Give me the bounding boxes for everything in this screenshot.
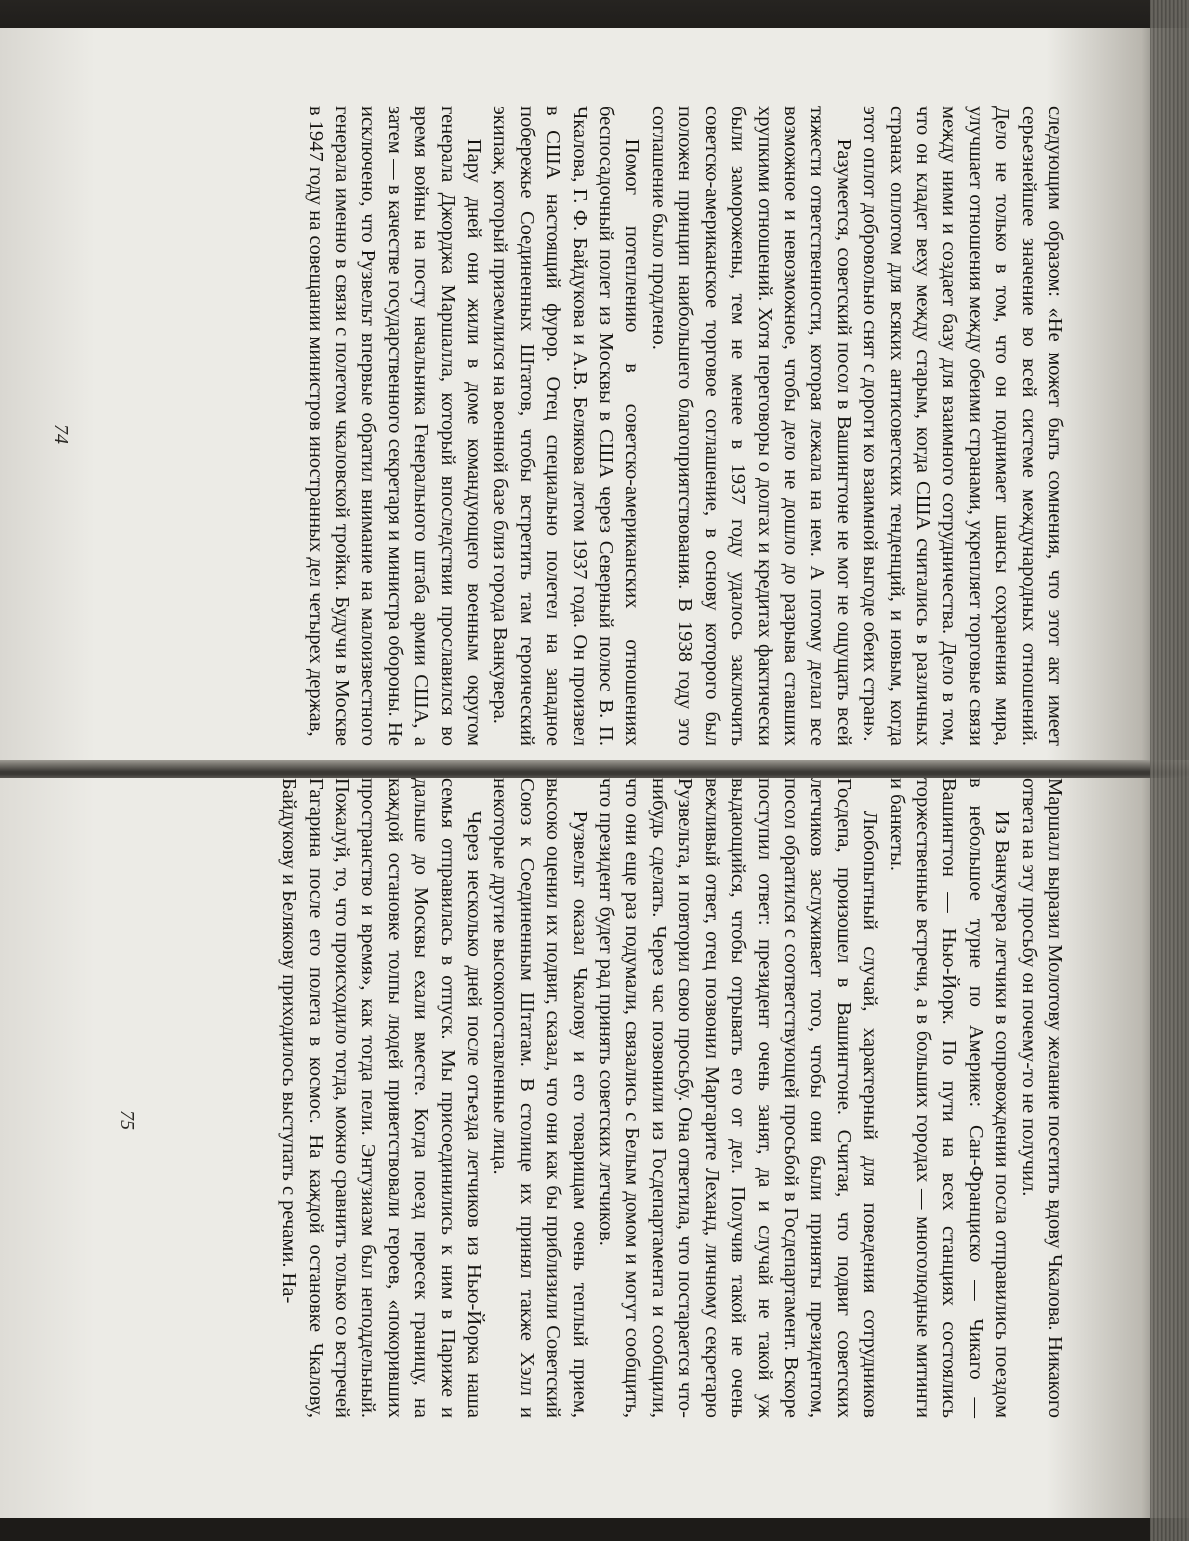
paragraph: Пару дней они жили в доме командующего военным округом генерала Джорджа Маршалла, который впоследствии прославился во время войны на посту начальника Генерального штаба армии США, а затем — в качестве государственного секретаря и министра обороны. Не исключено, что Рузвельт впервые обратил внимание на малоизвестного генерала именно в связи с полетом чкаловской тройки. Будучи в Москве в 1947 году на совещании министров иностранных дел четырех держав, [304,106,486,746]
page-number: 75 [116,1110,138,1130]
paragraph: Рузвельт оказал Чкалову и его товарищам очень теплый прием, высоко оценил их подвиг, сказал, что они как бы приблизили Советский Союз к Соединенным Штатам. В столице их принял также Хэлл и некоторые другие высокопоставленные лица. [489,778,591,1418]
paragraph: Из Ванкувера летчики в сопровождении посла отправились поездом в небольшое турне по Америке: Сан-Франциско — Чикаго — Вашингтон — Нью-Йорк. По пути на всех станциях состоялись торжественные встречи, а в больших городах — многолюдные митинги и банкеты. [885,778,1014,1418]
paragraph: Маршалл выразил Молотову желание посетить вдову Чкалова. Никакого ответа на эту просьбу он почему-то не получил. [1017,778,1066,1418]
paragraph: Через несколько дней после отъезда летчиков из Нью-Йорка наша семья отправилась в отпуск. Мы присоединились к ним в Париже и дальше до Москвы ехали вместе. Когда поезд пересек границу, на каждой остановке толпы людей приветствовали героев, «покоривших пространство и время», как тогда пели. Энтузиазм был неподдельный. Пожалуй, то, что происходило тогда, можно сравнить только со встречей Гагарина после его полета в космос. На каждой остановке Чкалову, Байдукову и Белякову приходилось выступать с речами. На- [278,778,486,1418]
page-74-text [128,106,1068,746]
paragraph: Любопытный случай, характерный для поведения сотрудников Госдепа, произошел в Вашингтоне. Считая, что подвиг советских летчиков заслуживает того, чтобы они были приняты президентом, посол обратился с соответствующей просьбой в Госдепартамент. Вскоре поступил ответ: президент очень занят, да и случай не такой уж выдающийся, чтобы отрывать его от дел. Получив такой не очень вежливый ответ, отец позвонил Маргарите Леханд, личному секретарю Рузвельта, и повторил свою просьбу. Она ответила, что постарается что-нибудь сделать. Через час позвонили из Госдепартамента и сообщили, что они еще раз подумали, связались с Белым домом и могут сообщить, что президент будет рад принять советских летчиков. [595,778,882,1418]
paragraph: Разумеется, советский посол в Вашингтоне не мог не ощущать всей тяжести ответственности, которая лежала на нем. А потому делал все возможное и невозможное, чтобы дело не дошло до разрыва ставших хрупкими отношений. Хотя переговоры о долгах и кредитах фактически были заморожены, тем не менее в 1937 году удалось заключить советско-американское торговое соглашение, в основу которого был положен принцип наибольшего благоприятствования. В 1938 году это соглашение было продлено. [647,106,855,746]
paragraph: следующим образом: «Не может быть сомнения, что этот акт имеет серьезнейшее значение во всей системе международных отношений. Дело не только в том, что он поднимает шансы сохранения мира, улучшает отношения между обеими странами, укрепляет торговые связи между ними и создает базу для взаимного сотрудничества. Дело в том, что он кладет веху между старым, когда США считались в различных странах оплотом для всяких антисоветских тенденций, и новым, когда этот оплот добровольно снят с дороги ко взаимной выгоде обеих стран». [859,106,1066,746]
page-number: 74 [50,424,72,444]
page-edges [1150,0,1189,1541]
page-75-text [128,778,1068,1418]
paragraph: Помог потеплению в советско-американских отношениях беспосадочный полет из Москвы в США через Северный полюс В. П. Чкалова, Г. Ф. Байдукова и А.В. Белякова летом 1937 года. Он произвел в США настоящий фурор. Отец специально полетел на западное побережье Соединенных Штатов, чтобы встретить там героический экипаж, который приземлился на военной базе близ города Ванкувера. [489,106,644,746]
